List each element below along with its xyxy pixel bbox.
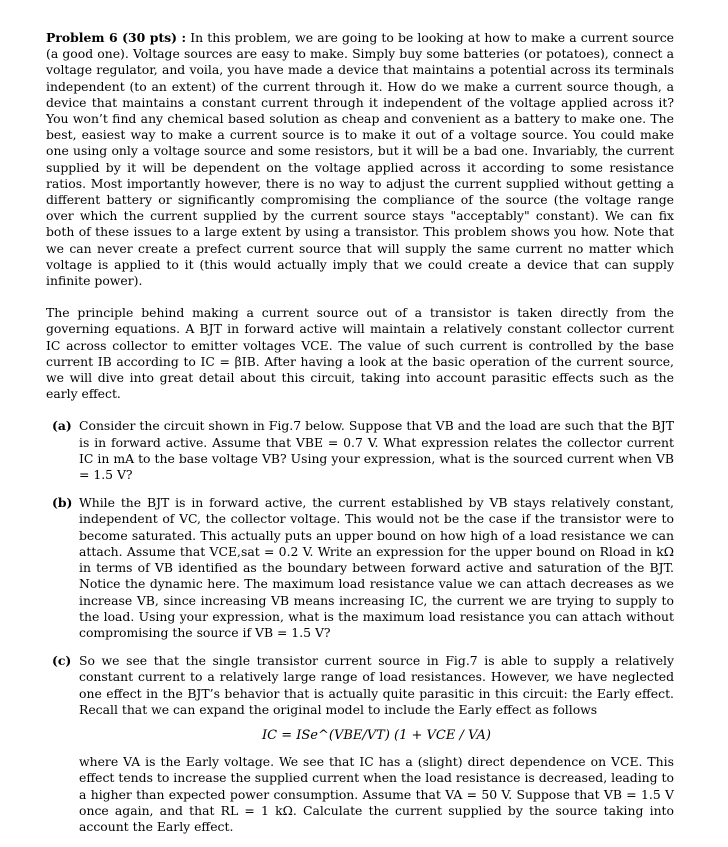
part-c-text: So we see that the single transistor current source in Fig.7 is able to supply a relatively constant current to a relatively large range of load resistances. However, we have neglected one effect in the BJT’s behavior that is actually quite parasitic in this circuit: the Early effect. Recall that we can expand the original model to include the Early effect as follows [79,653,674,717]
problem-title: Problem 6 (30 pts) : [46,30,187,45]
part-c-after-text: where VA is the Early voltage. We see that IC has a (slight) direct dependence on VCE. This effect tends to increase the supplied current when the load resistance is decreased, leading to a higher than expected power consumption. Assume that VA = 50 V. Suppose that VB = 1.5 V once again, and that RL = 1 kΩ. Calculate the current supplied by the source taking into account the Early effect. [79,754,674,834]
problem-document [46,30,674,847]
part-b-label: (b) [52,495,73,511]
part-a-label: (a) [52,418,72,434]
parts-list [46,418,674,835]
part-a-text: Consider the circuit shown in Fig.7 below. Suppose that VB and the load are such that the BJT is in forward active. Assume that VBE = 0.7 V. What expression relates the collector current IC in mA to the base voltage VB? Using your expression, what is the sourced current when VB = 1.5 V? [79,418,674,483]
part-b [46,495,674,641]
intro-paragraph [46,30,674,289]
early-effect-equation: IC = ISe^(VBE/VT) (1 + VCE / VA) [262,727,491,743]
part-a [46,418,674,483]
part-c [46,653,674,835]
principle-paragraph: The principle behind making a current source out of a transistor is taken directly from the governing equations. A BJT in forward active will maintain a relatively constant collector current IC across collector to emitter voltages VCE. The value of such current is controlled by the base current IB according to IC = βIB. After having a look at the basic operation of the current source, we will dive into great detail about this circuit, taking into account parasitic effects such as the early effect. [46,305,674,402]
part-b-text: While the BJT is in forward active, the current established by VB stays relatively constant, independent of VC, the collector voltage. This would not be the case if the transistor were to become saturated. This actually puts an upper bound on how high of a load resistance we can attach. Assume that VCE,sat = 0.2 V. Write an expression for the upper bound on Rload in kΩ in terms of VB identified as the boundary between forward active and saturation of the BJT. Notice the dynamic here. The maximum load resistance value we can attach decreases as we increase VB, since increasing VB means increasing IC, the current we are trying to supply to the load. Using your expression, what is the maximum load resistance you can attach without compromising the source if VB = 1.5 V? [79,495,674,640]
intro-text: In this problem, we are going to be looking at how to make a current source (a good one). Voltage sources are easy to make. Simply buy some batteries (or potatoes), connect a voltage regulator, and voila, you have made a device that maintains a potential across its terminals independent (to an extent) of the current through it. How do we make a current source though, a device that maintains a constant current through it independent of the voltage applied across it? You won’t find any chemical based solution as cheap and convenient as a battery to make one. The best, easiest way to make a current source is to make it out of a voltage source. You could make one using only a voltage source and some resistors, but it will be a bad one. Invariably, the current supplied by it will be dependent on the voltage applied across it according to some resistance ratios. Most importantly however, there is no way to adjust the current supplied without getting a different battery or significantly compromising the compliance of the source (the voltage range over which the current supplied by the current source stays "acceptably" constant). We can fix both of these issues to a large extent by using a transistor. This problem shows you how. Note that we can never create a prefect current source that will supply the same current no matter which voltage is applied to it (this would actually imply that we could create a device that can supply infinite power). [46,30,674,289]
part-c-label: (c) [52,653,72,669]
